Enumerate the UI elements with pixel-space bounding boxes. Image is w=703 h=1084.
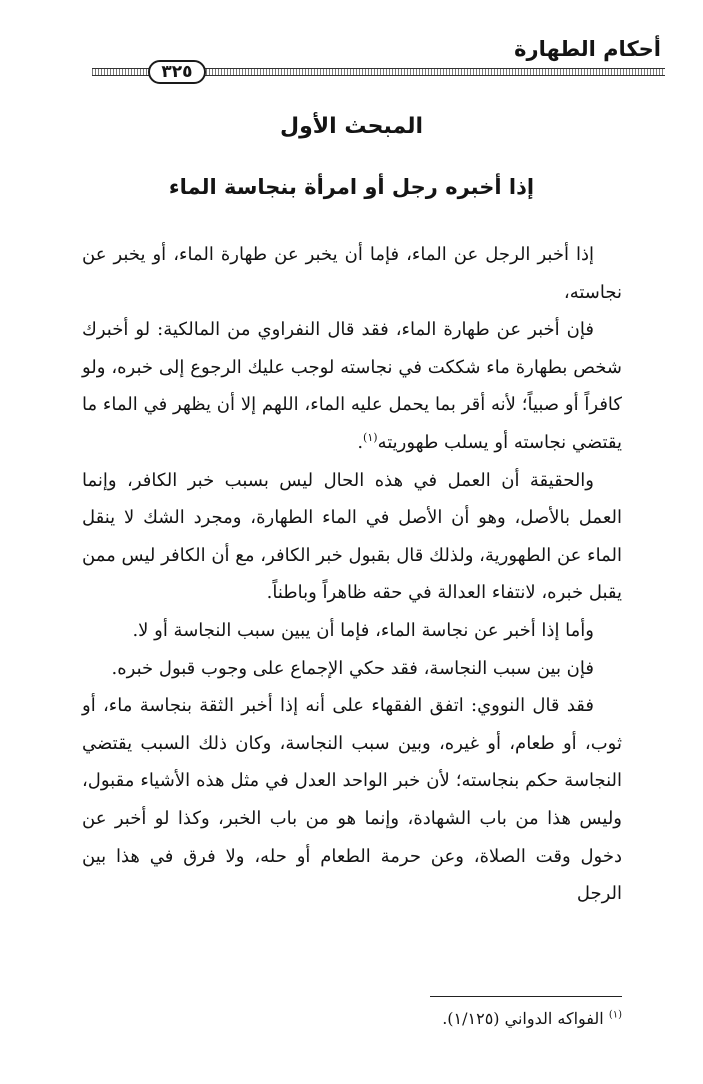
section-title: المبحث الأول	[279, 114, 424, 139]
page-number: ٣٢٥	[161, 62, 193, 82]
chapter-title: إذا أخبره رجل أو امرأة بنجاسة الماء	[168, 175, 535, 199]
footnote-text: الفواكه الدواني (١/١٢٥).	[442, 1009, 604, 1028]
footnote	[222, 1006, 622, 1032]
footnote-marker: (١)	[608, 1009, 622, 1021]
paragraph: إذا أخبر الرجل عن الماء، فإما أن يخبر عن طهارة الماء، أو يخبر عن نجاسته،	[82, 244, 622, 303]
paragraph: فإن بين سبب النجاسة، فقد حكي الإجماع على وجوب قبول خبره.	[111, 657, 594, 679]
paragraph-text: فإن أخبر عن طهارة الماء، فقد قال النفراوي من المالكية: لو أخبرك شخص بطهارة ماء شككت في نجاسته لوجب عليك الرجوع إلى خبره، ولو كافراً أو صبياً؛ لأنه أقر بما يحمل عليه الماء، اللهم إلا أن يظهر في الماء ما يقتضي نجاسته أو يسلب طهوريته	[82, 319, 622, 453]
paragraph	[82, 311, 622, 461]
running-title: أحكام الطهارة	[514, 37, 661, 61]
page-number-badge	[148, 60, 206, 84]
body-text	[82, 236, 622, 913]
footnote-reference: (١)	[363, 430, 378, 444]
paragraph: فقد قال النووي: اتفق الفقهاء على أنه إذا أخبر الثقة بنجاسة ماء، أو ثوب، أو طعام، أو غيره، وبين سبب النجاسة، وكان ذلك السبب يقتضي النجاسة حكم بنجاسته؛ لأن خبر الواحد العدل في مثل هذه الأشياء مقبول، وليس هذا من باب الشهادة، وإنما هو من باب الخبر، وكذا لو أخبر عن دخول وقت الصلاة، وعن حرمة الطعام أو حله، ولا فرق في هذا بين الرجل	[82, 695, 622, 905]
footnote-separator	[430, 996, 622, 997]
paragraph: وأما إذا أخبر عن نجاسة الماء، فإما أن يبين سبب النجاسة أو لا.	[132, 619, 594, 641]
paragraph-end: .	[357, 431, 364, 453]
paragraph: والحقيقة أن العمل في هذه الحال ليس بسبب خبر الكافر، وإنما العمل بالأصل، وهو أن الأصل في الماء الطهارة، ومجرد الشك لا ينقل الماء عن الطهورية، ولذلك قال بقبول خبر الكافر، مع أن الكافر ليس ممن يقبل خبره، لانتفاء العدالة في حقه ظاهراً وباطناً.	[82, 469, 622, 604]
